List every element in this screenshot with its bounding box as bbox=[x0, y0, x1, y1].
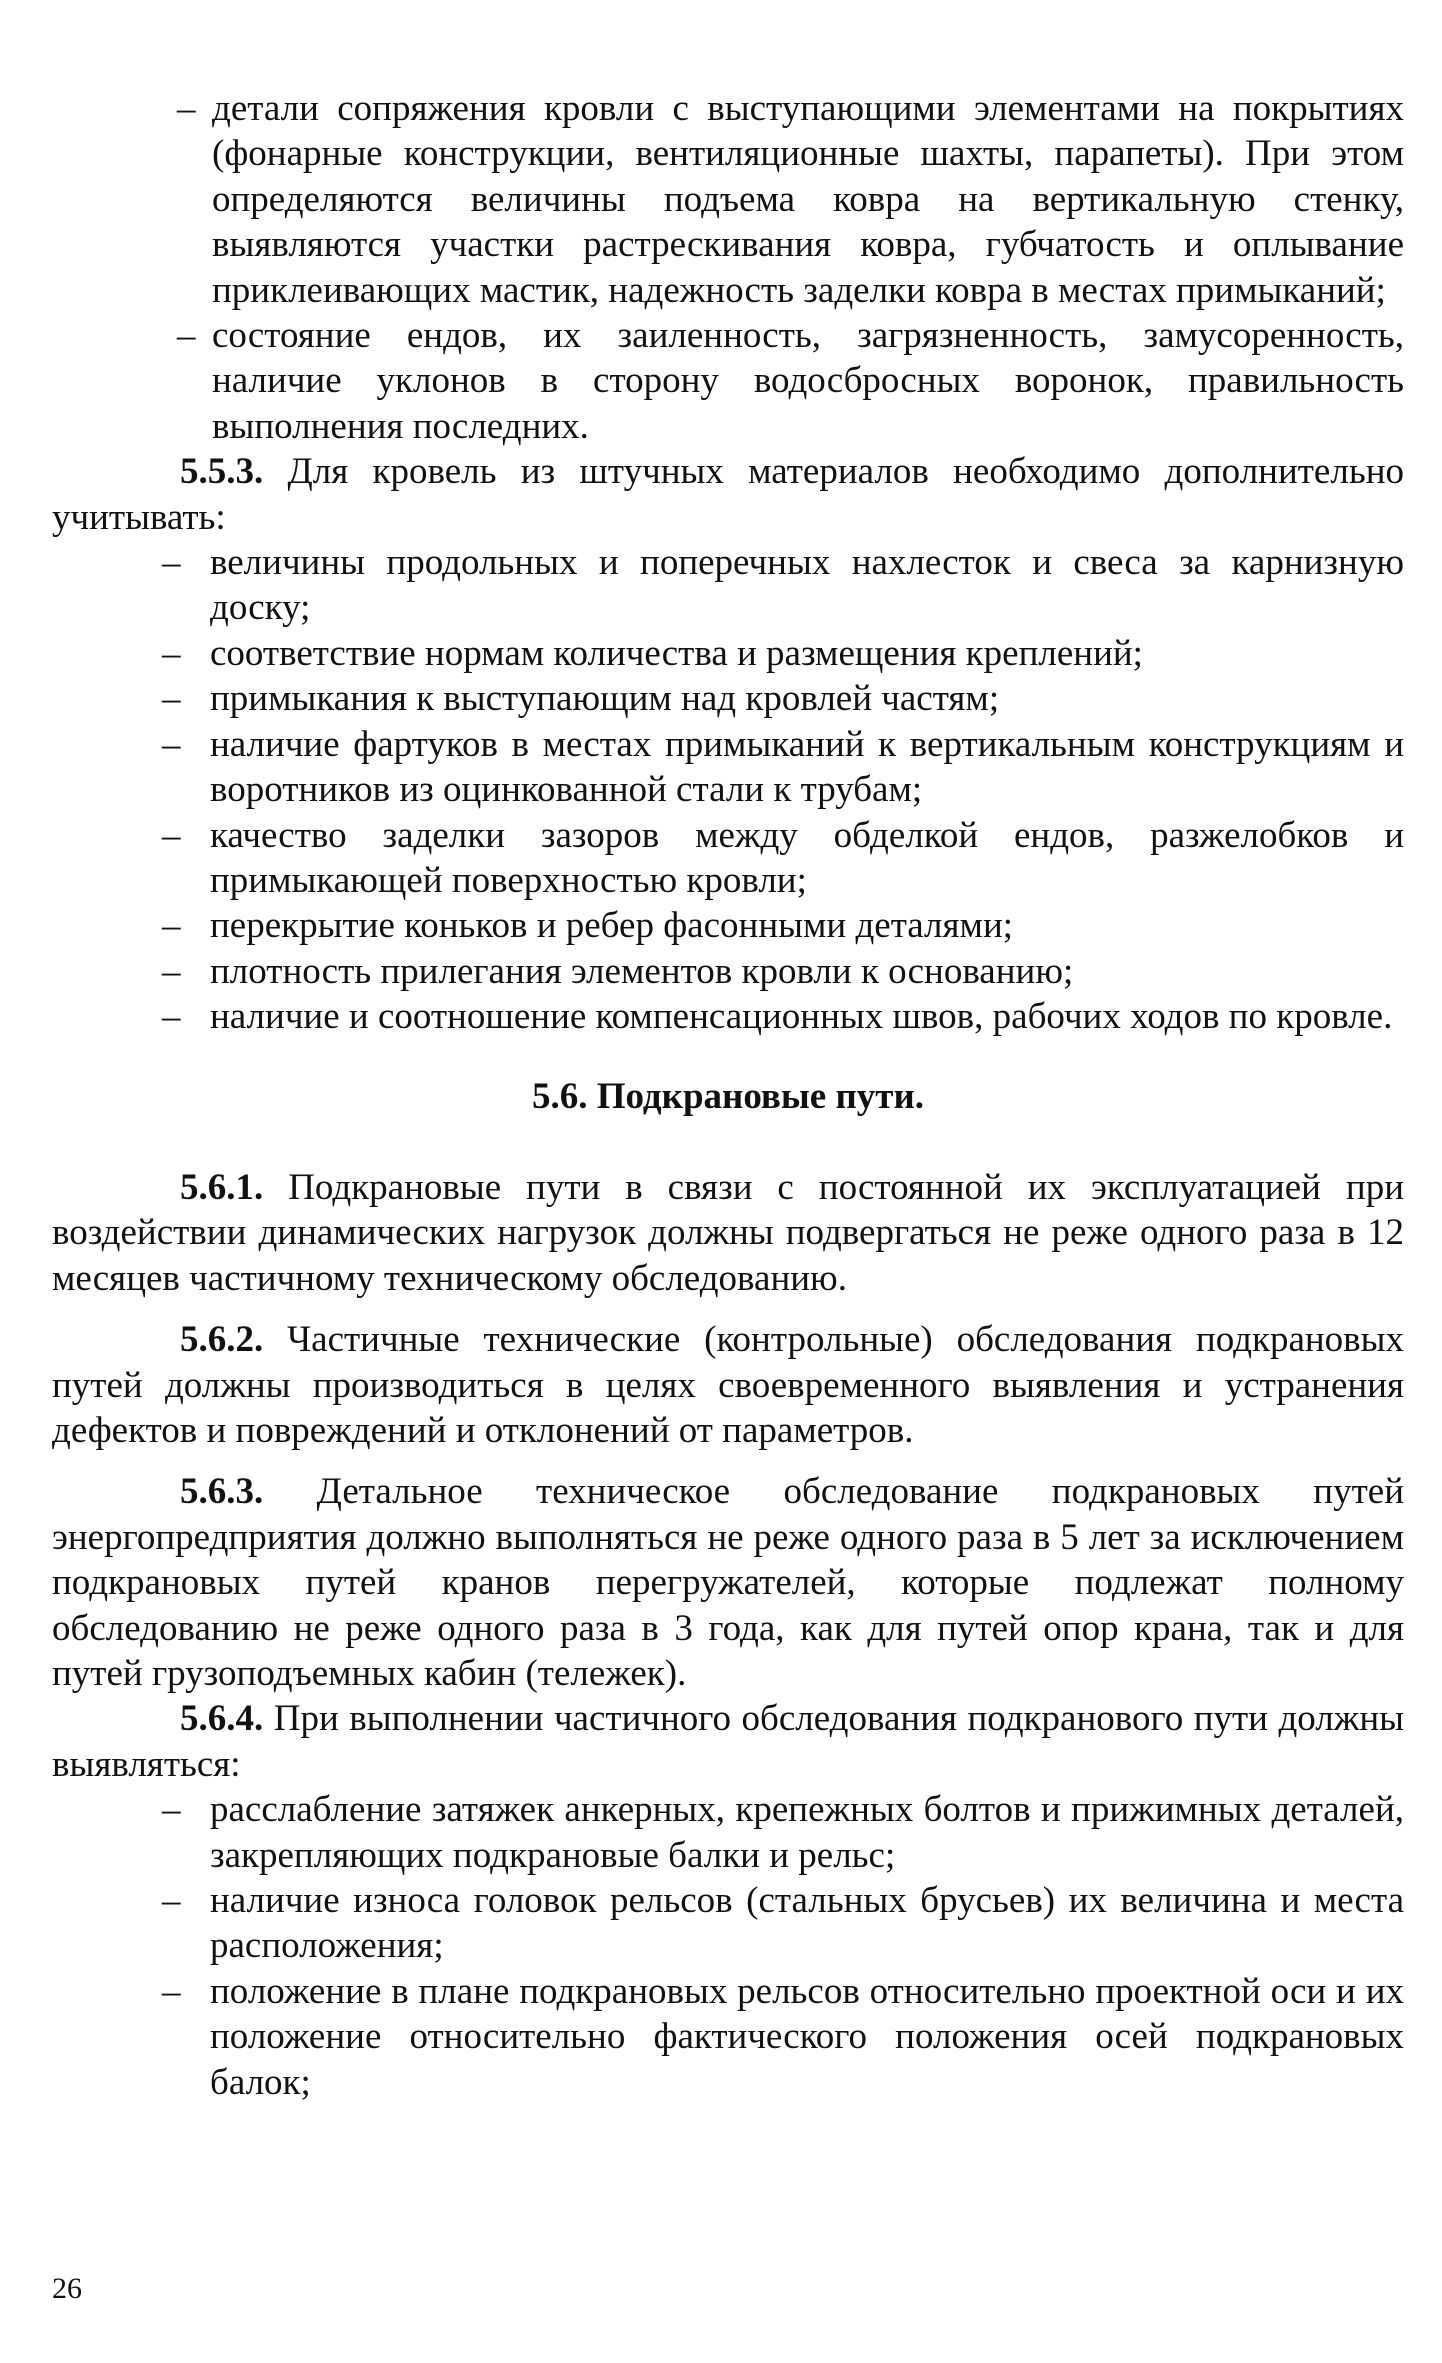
paragraph-5-6-2 bbox=[52, 1317, 1404, 1453]
list-item bbox=[52, 1969, 1404, 2105]
list-item-text: соответствие нормам количества и размещения креплений; bbox=[210, 632, 1143, 674]
list-item-text: положение в плане подкрановых рельсов относительно проектной оси и их положение относительно фактического положения осей подкрановых балок; bbox=[210, 1970, 1404, 2103]
list-item-text: перекрытие коньков и ребер фасонными деталями; bbox=[210, 905, 1014, 947]
list-item-text: детали сопряжения кровли с выступающими элементами на покрытиях (фонарные конструкции, вентиляционные шахты, парапеты). При этом определяются величины подъема ковра на вертикальную стенку, выявляются участки растрескивания ковра, губчатость и оплывание приклеивающих мастик, надежность заделки ковра в местах примыканий; bbox=[212, 88, 1404, 311]
section-number: 5.6.1. bbox=[180, 1166, 264, 1208]
paragraph-5-6-3 bbox=[52, 1469, 1404, 1696]
paragraph-text: При выполнении частичного обследования подкранового пути должны выявляться: bbox=[52, 1698, 1404, 1785]
section-number: 5.6.4. bbox=[180, 1698, 264, 1740]
list-item-text: расслабление затяжек анкерных, крепежных болтов и прижимных деталей, закрепляющих подкрановые балки и рельс; bbox=[210, 1789, 1404, 1876]
section-number: 5.6.3. bbox=[180, 1471, 264, 1513]
list-item-text: примыкания к выступающим над кровлей частям; bbox=[210, 678, 1000, 720]
list-item-text: плотность прилегания элементов кровли к основанию; bbox=[210, 950, 1074, 992]
paragraph-5-6-4 bbox=[52, 1696, 1404, 1787]
paragraph-text: Частичные технические (контрольные) обследования подкрановых путей должны производиться в целях своевременного выявления и устранения дефектов и повреждений и отклонений от параметров. bbox=[52, 1319, 1405, 1451]
paragraph-5-6-1 bbox=[52, 1165, 1404, 1301]
list-item-text: наличие фартуков в местах примыканий к вертикальным конструкциям и воротников из оцинкованной стали к трубам; bbox=[210, 723, 1404, 811]
list-item-text: состояние ендов, их заиленность, загрязненность, замусоренность, наличие уклонов в сторону водосбросных воронок, правильность выполнения последних. bbox=[212, 315, 1404, 447]
dash-marker: – bbox=[162, 814, 181, 856]
list-item-text: наличие и соотношение компенсационных швов, рабочих ходов по кровле. bbox=[210, 996, 1393, 1038]
list-item-text: наличие износа головок рельсов (стальных брусьев) их величина и места расположения; bbox=[210, 1880, 1404, 1967]
list-item bbox=[52, 676, 1404, 721]
list-item bbox=[52, 949, 1404, 994]
list-item bbox=[52, 313, 1404, 449]
dash-marker: – bbox=[162, 542, 181, 584]
list-item bbox=[52, 813, 1404, 904]
list-item bbox=[52, 540, 1404, 631]
list-item bbox=[52, 1787, 1404, 1878]
list-item-text: качество заделки зазоров между обделкой ендов, разжелобков и примыкающей поверхностью кровли; bbox=[210, 814, 1404, 901]
document-page bbox=[52, 86, 1404, 2105]
list-item bbox=[52, 994, 1404, 1039]
dash-marker: – bbox=[162, 632, 181, 674]
section-number: 5.6.2. bbox=[180, 1319, 264, 1361]
paragraph-text: Подкрановые пути в связи с постоянной их эксплуатацией при воздействии динамических нагрузок должны подвергаться не реже одного раза в 12 месяцев частичному техническому обследованию. bbox=[52, 1166, 1404, 1299]
dash-marker: – bbox=[162, 1789, 181, 1831]
page-number: 26 bbox=[52, 2272, 82, 2305]
dash-marker: – bbox=[162, 1970, 181, 2012]
paragraph-5-5-3 bbox=[52, 449, 1404, 540]
dash-marker: – bbox=[162, 723, 181, 765]
list-item bbox=[52, 86, 1404, 313]
list-item-text: величины продольных и поперечных нахлесток и свеса за карнизную доску; bbox=[210, 542, 1404, 629]
section-heading: 5.6. Подкрановые пути. bbox=[531, 1075, 925, 1117]
dash-marker: – bbox=[177, 88, 196, 129]
paragraph-text: Для кровель из штучных материалов необходимо дополнительно учитывать: bbox=[52, 451, 1404, 538]
dash-marker: – bbox=[177, 315, 196, 357]
paragraph-text: Детальное техническое обследование подкрановых путей энергопредприятия должно выполняться не реже одного раза в 5 лет за исключением подкрановых путей кранов перегружателей, которые подлежат полному обследованию не реже одного раза в 3 года, как для путей опор крана, так и для путей грузоподъемных кабин (тележек). bbox=[52, 1471, 1404, 1694]
list-item bbox=[52, 903, 1404, 948]
dash-marker: – bbox=[162, 678, 181, 720]
dash-marker: – bbox=[162, 1880, 181, 1922]
list-item bbox=[52, 631, 1404, 676]
dash-marker: – bbox=[162, 950, 181, 992]
section-number: 5.5.3. bbox=[180, 451, 264, 493]
list-item bbox=[52, 1878, 1404, 1969]
list-item bbox=[52, 722, 1404, 813]
dash-marker: – bbox=[162, 905, 181, 947]
dash-marker: – bbox=[162, 996, 181, 1038]
